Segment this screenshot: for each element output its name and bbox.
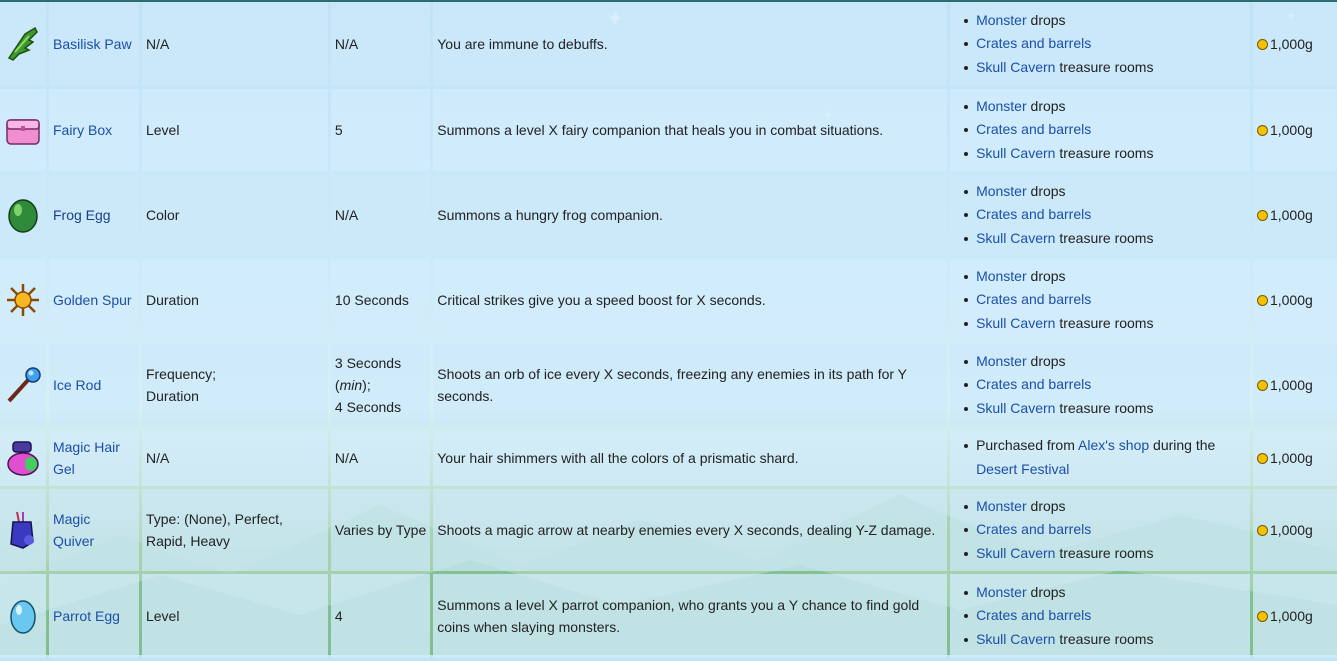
crates-link[interactable]: Crates and barrels: [976, 291, 1092, 308]
value-cell: N/A: [331, 174, 430, 256]
table-row: [0, 259, 1337, 341]
gold-coin-icon: [1257, 210, 1268, 221]
fairy-box-icon: [3, 110, 43, 150]
top-edge: [0, 0, 1337, 2]
source-suffix: treasure rooms: [1055, 544, 1154, 561]
crates-link[interactable]: Crates and barrels: [976, 521, 1092, 538]
stat-cell: N/A: [142, 2, 328, 86]
source-list: [962, 265, 1246, 336]
table-row: [0, 344, 1337, 426]
source-item: [962, 265, 1246, 289]
source-suffix: treasure rooms: [1055, 58, 1154, 75]
source-cell: [950, 174, 1250, 256]
price-cell: [1253, 259, 1337, 341]
paren-open: (: [334, 377, 340, 393]
description-cell: You are immune to debuffs.: [433, 2, 947, 86]
source-list: [962, 9, 1246, 80]
description-cell: Shoots a magic arrow at nearby enemies every X seconds, dealing Y-Z damage.: [433, 489, 947, 571]
source-suffix: treasure rooms: [1055, 399, 1154, 416]
item-name-link[interactable]: Magic Quiver: [52, 511, 95, 549]
frog-egg-icon: [3, 195, 43, 235]
gold-coin-icon: [1257, 380, 1268, 391]
source-item: [962, 95, 1246, 119]
paren-close: );: [362, 377, 371, 393]
table-row: [0, 489, 1337, 571]
price-text: 1,000g: [1269, 377, 1313, 393]
description-cell: Shoots an orb of ice every X seconds, freezing any enemies in its path for Y seconds.: [433, 344, 947, 426]
gold-coin-icon: [1257, 525, 1268, 536]
source-suffix: drops: [1026, 11, 1066, 28]
item-icon-cell: [0, 344, 46, 426]
skull-cavern-link[interactable]: Skull Cavern: [976, 544, 1056, 561]
description-cell: Summons a hungry frog companion.: [433, 174, 947, 256]
item-icon-cell: [0, 489, 46, 571]
source-item: [962, 180, 1246, 204]
description-cell: Your hair shimmers with all the colors of a prismatic shard.: [433, 429, 947, 486]
desert-festival-link[interactable]: Desert Festival: [976, 460, 1070, 477]
monster-link[interactable]: Monster: [976, 497, 1027, 514]
monster-link[interactable]: Monster: [976, 352, 1027, 369]
price-text: 1,000g: [1269, 292, 1313, 308]
item-name-link[interactable]: Parrot Egg: [52, 608, 120, 624]
source-cell: [950, 344, 1250, 426]
source-cell: [950, 429, 1250, 486]
source-suffix: drops: [1026, 497, 1066, 514]
skull-cavern-link[interactable]: Skull Cavern: [976, 630, 1056, 647]
price-text: 1,000g: [1269, 207, 1313, 223]
item-name-link[interactable]: Magic Hair Gel: [52, 438, 120, 477]
value-line: 3 Seconds: [334, 355, 402, 371]
source-cell: [950, 259, 1250, 341]
value-cell: 10 Seconds: [331, 259, 430, 341]
source-item: [962, 9, 1246, 33]
table-row: [0, 2, 1337, 86]
source-item: [962, 227, 1246, 251]
source-item: [962, 288, 1246, 312]
crates-link[interactable]: Crates and barrels: [976, 35, 1092, 52]
source-item: [962, 350, 1246, 374]
gold-coin-icon: [1257, 125, 1268, 136]
value-cell: N/A: [331, 429, 430, 486]
source-item: [962, 604, 1246, 628]
min-note: min: [339, 377, 363, 393]
value-line: 4 Seconds: [334, 399, 402, 415]
skull-cavern-link[interactable]: Skull Cavern: [976, 314, 1056, 331]
item-icon-cell: [0, 2, 46, 86]
magic-hair-gel-icon: [3, 438, 43, 478]
source-item: [962, 495, 1246, 519]
value-cell: [331, 344, 430, 426]
crates-link[interactable]: Crates and barrels: [976, 121, 1092, 138]
source-item: [962, 397, 1246, 421]
stat-cell: Type: (None), Perfect, Rapid, Heavy: [142, 489, 328, 571]
item-icon-cell: [0, 89, 46, 171]
monster-link[interactable]: Monster: [976, 97, 1027, 114]
table-row: [0, 174, 1337, 256]
table-row: [0, 429, 1337, 486]
price-cell: [1253, 2, 1337, 86]
source-list: [962, 495, 1246, 566]
price-cell: [1253, 489, 1337, 571]
description-cell: Critical strikes give you a speed boost for X seconds.: [433, 259, 947, 341]
source-item: [962, 373, 1246, 397]
price-text: 1,000g: [1269, 122, 1313, 138]
source-cell: [950, 489, 1250, 571]
stat-cell: Level: [142, 574, 328, 658]
value-cell: Varies by Type: [331, 489, 430, 571]
value-cell: N/A: [331, 2, 430, 86]
stat-line: Frequency;: [145, 366, 217, 382]
crates-link[interactable]: Crates and barrels: [976, 206, 1092, 223]
gold-coin-icon: [1257, 611, 1268, 622]
item-name-link[interactable]: Ice Rod: [52, 377, 102, 393]
value-line: [335, 374, 426, 396]
description-cell: Summons a level X parrot companion, who grants you a Y chance to find gold coins when slaying monsters.: [433, 574, 947, 658]
source-list: [962, 180, 1246, 251]
monster-link[interactable]: Monster: [976, 267, 1027, 284]
source-item: [962, 203, 1246, 227]
source-item: [962, 542, 1246, 566]
monster-link[interactable]: Monster: [976, 182, 1027, 199]
source-suffix: drops: [1026, 182, 1066, 199]
item-name-link[interactable]: Basilisk Paw: [52, 36, 132, 52]
source-item: [962, 628, 1246, 652]
value-cell: 4: [331, 574, 430, 658]
source-cell: [950, 2, 1250, 86]
gold-coin-icon: [1257, 295, 1268, 306]
source-suffix: treasure rooms: [1055, 630, 1154, 647]
source-list: [962, 581, 1246, 652]
price-text: 1,000g: [1269, 449, 1313, 466]
price-text: 1,000g: [1269, 522, 1313, 538]
item-name-link[interactable]: Fairy Box: [52, 122, 113, 138]
source-item: [962, 118, 1246, 142]
crates-link[interactable]: Crates and barrels: [976, 376, 1092, 393]
gold-coin-icon: [1257, 39, 1268, 50]
price-text: 1,000g: [1269, 36, 1313, 52]
price-cell: [1253, 174, 1337, 256]
stat-cell: [142, 344, 328, 426]
source-list: [962, 350, 1246, 421]
monster-link[interactable]: Monster: [976, 583, 1027, 600]
stat-cell: Duration: [142, 259, 328, 341]
source-list: [962, 434, 1246, 481]
source-suffix: treasure rooms: [1055, 144, 1154, 161]
source-item: [962, 32, 1246, 56]
source-item: [962, 142, 1246, 166]
source-item: [962, 56, 1246, 80]
source-prefix: Purchased from: [976, 437, 1078, 453]
source-cell: [950, 89, 1250, 171]
value-cell: 5: [331, 89, 430, 171]
price-cell: [1253, 344, 1337, 426]
source-item: [962, 581, 1246, 605]
table-row: [0, 89, 1337, 171]
monster-link[interactable]: Monster: [976, 11, 1027, 28]
magic-quiver-icon: [3, 510, 43, 550]
parrot-egg-icon: [3, 596, 43, 636]
stat-cell: Color: [142, 174, 328, 256]
source-mid: during the: [1149, 437, 1216, 453]
price-cell: [1253, 574, 1337, 658]
source-cell: [950, 574, 1250, 658]
source-suffix: drops: [1026, 267, 1066, 284]
source-suffix: drops: [1026, 352, 1066, 369]
stat-line: Duration: [145, 388, 199, 404]
ice-rod-icon: [3, 365, 43, 405]
item-name-link[interactable]: Frog Egg: [52, 207, 111, 223]
crates-link[interactable]: Crates and barrels: [976, 607, 1092, 624]
source-suffix: drops: [1026, 583, 1066, 600]
source-suffix: treasure rooms: [1055, 229, 1154, 246]
source-suffix: treasure rooms: [1055, 314, 1154, 331]
skull-cavern-link[interactable]: Skull Cavern: [976, 229, 1056, 246]
source-item: [962, 434, 1246, 481]
item-name-link[interactable]: Golden Spur: [52, 292, 132, 308]
alex-shop-link[interactable]: Alex's shop: [1078, 437, 1150, 453]
skull-cavern-link[interactable]: Skull Cavern: [976, 399, 1056, 416]
price-text: 1,000g: [1269, 608, 1313, 624]
basilisk-paw-icon: [3, 24, 43, 64]
description-cell: Summons a level X fairy companion that heals you in combat situations.: [433, 89, 947, 171]
table-row: [0, 574, 1337, 658]
item-icon-cell: [0, 259, 46, 341]
source-item: [962, 312, 1246, 336]
price-cell: [1253, 89, 1337, 171]
skull-cavern-link[interactable]: Skull Cavern: [976, 144, 1056, 161]
stat-cell: N/A: [142, 429, 328, 486]
source-list: [962, 95, 1246, 166]
skull-cavern-link[interactable]: Skull Cavern: [976, 58, 1056, 75]
golden-spur-icon: [3, 280, 43, 320]
stat-cell: Level: [142, 89, 328, 171]
item-icon-cell: [0, 429, 46, 486]
item-icon-cell: [0, 174, 46, 256]
item-icon-cell: [0, 574, 46, 658]
price-cell: [1253, 429, 1337, 486]
source-item: [962, 518, 1246, 542]
gold-coin-icon: [1257, 453, 1268, 464]
source-suffix: drops: [1026, 97, 1066, 114]
